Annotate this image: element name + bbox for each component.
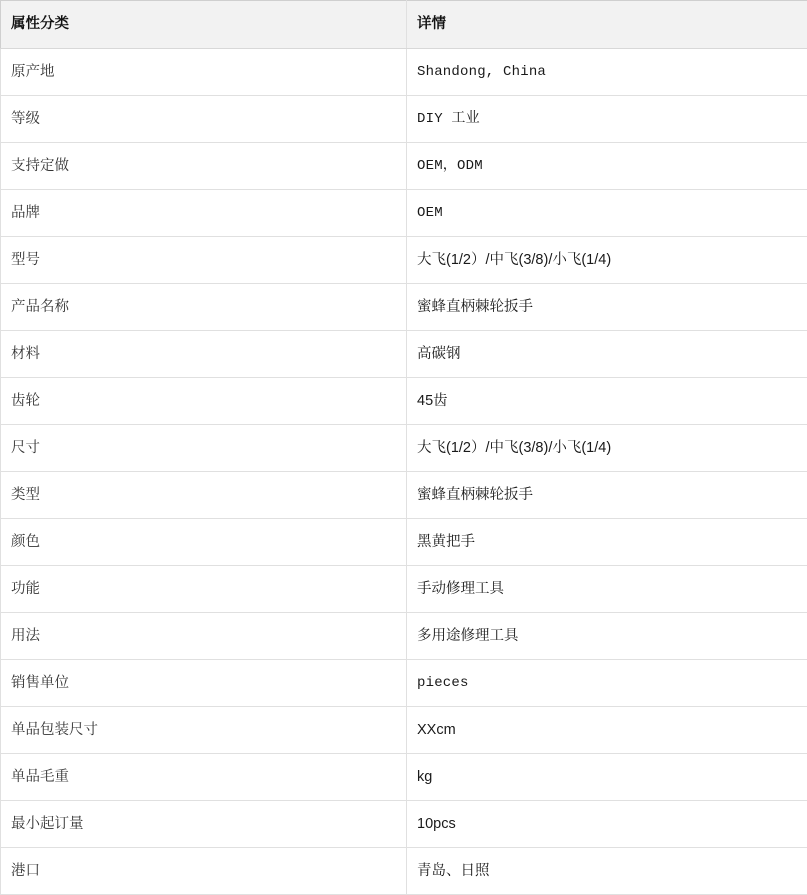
attribute-cell: 最小起订量	[1, 801, 407, 848]
attribute-cell: 产品名称	[1, 284, 407, 331]
attribute-cell: 品牌	[1, 190, 407, 237]
attribute-cell: 齿轮	[1, 378, 407, 425]
detail-cell: Shandong, China	[407, 49, 807, 96]
detail-cell: pieces	[407, 660, 807, 707]
column-header-attribute: 属性分类	[1, 1, 407, 49]
table-row	[1, 613, 807, 660]
table-header	[1, 1, 807, 49]
table-row	[1, 237, 807, 284]
detail-cell: 蜜蜂直柄棘轮扳手	[407, 472, 807, 519]
detail-cell: 多用途修理工具	[407, 613, 807, 660]
table-header-row	[1, 1, 807, 49]
attribute-cell: 型号	[1, 237, 407, 284]
attribute-cell: 尺寸	[1, 425, 407, 472]
detail-cell: 蜜蜂直柄棘轮扳手	[407, 284, 807, 331]
detail-cell: OEM，ODM	[407, 143, 807, 190]
attribute-cell: 支持定做	[1, 143, 407, 190]
table-row	[1, 801, 807, 848]
table-row	[1, 190, 807, 237]
table-row	[1, 96, 807, 143]
detail-cell: 大飞(1/2）/中飞(3/8)/小飞(1/4)	[407, 237, 807, 284]
table-row	[1, 143, 807, 190]
table-row	[1, 425, 807, 472]
table-row	[1, 49, 807, 96]
attribute-cell: 港口	[1, 848, 407, 895]
table-row	[1, 566, 807, 613]
attribute-cell: 颜色	[1, 519, 407, 566]
detail-cell: XXcm	[407, 707, 807, 754]
attribute-cell: 材料	[1, 331, 407, 378]
table-body	[1, 49, 807, 895]
attribute-cell: 销售单位	[1, 660, 407, 707]
table-row	[1, 284, 807, 331]
attribute-cell: 功能	[1, 566, 407, 613]
table-row	[1, 848, 807, 895]
detail-cell: 45齿	[407, 378, 807, 425]
table-row	[1, 331, 807, 378]
table-row	[1, 660, 807, 707]
detail-cell: 手动修理工具	[407, 566, 807, 613]
attribute-cell: 单品包装尺寸	[1, 707, 407, 754]
detail-cell: 10pcs	[407, 801, 807, 848]
detail-cell: DIY 工业	[407, 96, 807, 143]
detail-cell: 青岛、日照	[407, 848, 807, 895]
table-row	[1, 378, 807, 425]
table-row	[1, 707, 807, 754]
attribute-cell: 单品毛重	[1, 754, 407, 801]
detail-cell: 大飞(1/2）/中飞(3/8)/小飞(1/4)	[407, 425, 807, 472]
attribute-cell: 用法	[1, 613, 407, 660]
detail-cell: OEM	[407, 190, 807, 237]
table-row	[1, 519, 807, 566]
table-row	[1, 472, 807, 519]
detail-cell: kg	[407, 754, 807, 801]
detail-cell: 高碳钢	[407, 331, 807, 378]
detail-cell: 黑黄把手	[407, 519, 807, 566]
attribute-cell: 原产地	[1, 49, 407, 96]
attribute-cell: 类型	[1, 472, 407, 519]
column-header-detail: 详情	[407, 1, 807, 49]
attribute-cell: 等级	[1, 96, 407, 143]
table-row	[1, 754, 807, 801]
